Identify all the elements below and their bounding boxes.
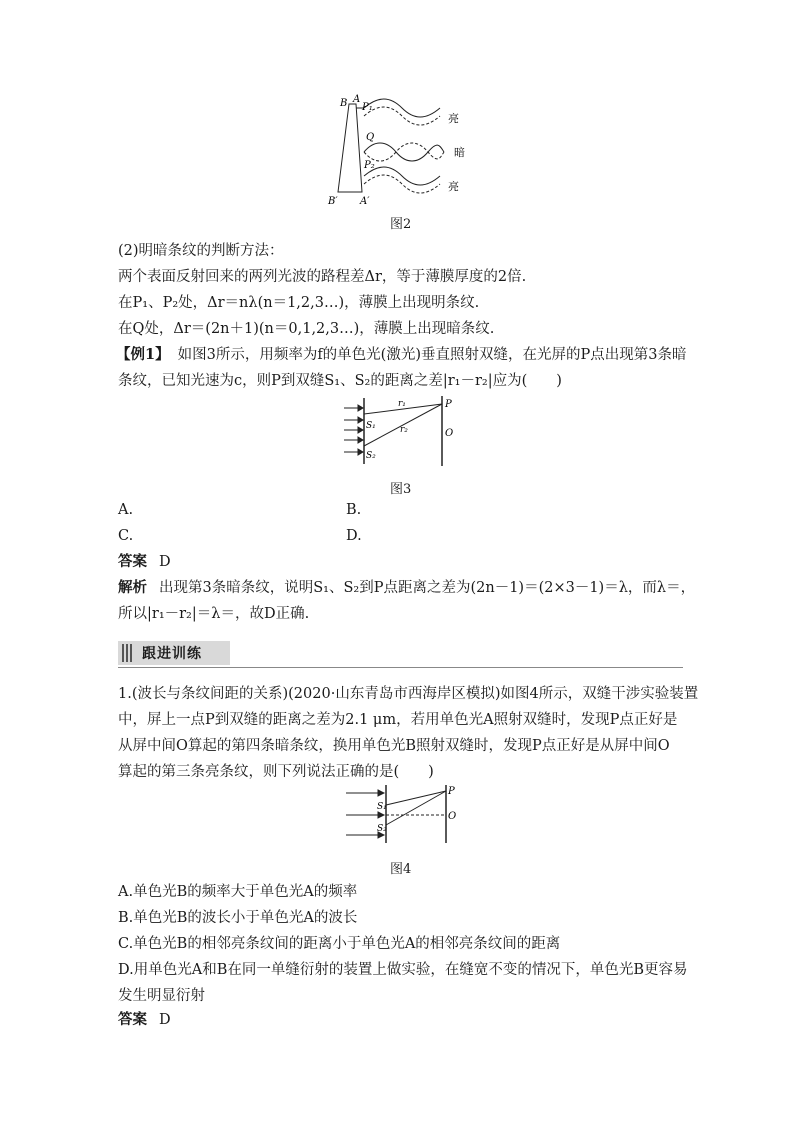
wave-bright-2-dashed	[364, 175, 440, 193]
label-P: P	[445, 399, 452, 410]
section2-line3: 在Q处，Δr＝(2n＋1)(n＝0,1,2,3…)，薄膜上出现暗条纹.	[118, 321, 495, 337]
option-d: D.	[346, 528, 362, 544]
label-Ap: A′	[360, 196, 370, 206]
label-O: O	[448, 811, 457, 822]
section-title: 跟进训练	[142, 646, 202, 662]
q1-option-a: A.单色光B的频率大于单色光A的频率	[118, 884, 358, 900]
section2-line1: 两个表面反射回来的两列光波的路程差Δr，等于薄膜厚度的2倍.	[118, 269, 527, 285]
label-bright-1: 亮	[448, 112, 459, 125]
wave-bright-2-solid	[364, 167, 440, 185]
analysis-text1: 出现第3条暗条纹，说明S₁、S₂到P点距离之差为(2n－1)＝(2×3－1)＝λ，而λ＝，	[159, 580, 696, 596]
q1-option-d-line2: 发生明显衍射	[118, 988, 205, 1004]
wave-dark-solid	[364, 143, 444, 161]
label-Bp: B′	[328, 196, 338, 206]
label-S2: S₂	[377, 824, 387, 834]
wave-dark-dashed	[364, 143, 444, 161]
label-S1: S₁	[366, 421, 376, 431]
q1-line1: 1.(波长与条纹间距的关系)(2020·山东青岛市西海岸区模拟)如图4所示，双缝干涉实验装置	[118, 686, 699, 702]
answer-2-value: D	[159, 1012, 171, 1028]
section-stripes-icon	[122, 644, 134, 662]
analysis-line2: 所以|r₁－r₂|＝λ＝，故D正确.	[118, 606, 310, 622]
section2-line2: 在P₁、P₂处，Δr＝nλ(n＝1,2,3…)，薄膜上出现明条纹.	[118, 295, 480, 311]
label-bright-2: 亮	[448, 180, 459, 193]
q1-line4: 算起的第三条亮条纹，则下列说法正确的是( )	[118, 764, 434, 780]
label-r1: r₁	[398, 399, 406, 409]
label-S2: S₂	[366, 451, 376, 461]
path-s2-p	[386, 791, 446, 825]
example1-tag: 【例1】	[116, 346, 170, 363]
label-r2: r₂	[400, 425, 408, 435]
label-Q: Q	[366, 132, 375, 143]
analysis-label: 解析	[118, 579, 147, 596]
example1-text1: 如图3所示，用频率为f的单色光(激光)垂直照射双缝，在光屏的P点出现第3条暗	[177, 347, 687, 363]
example1-line1	[116, 345, 686, 365]
wedge-film	[338, 104, 362, 192]
answer-2	[118, 1010, 171, 1030]
q1-line2: 中，屏上一点P到双缝的距离之差为2.1 μm，若用单色光A照射双缝时，发现P点正好是	[118, 712, 678, 728]
answer-1-label: 答案	[118, 553, 147, 570]
option-b: B.	[346, 502, 362, 518]
wave-bright-1-dashed	[364, 107, 440, 125]
label-dark: 暗	[454, 146, 465, 159]
path-s1-p	[386, 791, 446, 805]
label-O: O	[445, 428, 454, 439]
figure-3-double-slit-diagram	[342, 394, 460, 468]
analysis-line1	[118, 578, 695, 598]
option-a: A.	[118, 502, 134, 518]
section-divider	[118, 667, 683, 668]
q1-option-d-line1: D.用单色光A和B在同一单缝衍射的装置上做实验，在缝宽不变的情况下，单色光B更容易	[118, 962, 688, 978]
figure-4-caption: 图4	[390, 862, 412, 877]
incident-arrows	[344, 405, 363, 455]
q1-option-c: C.单色光B的相邻亮条纹间的距离小于单色光A的相邻亮条纹间的距离	[118, 936, 561, 952]
label-P2: P₂	[364, 160, 375, 171]
figure-4-double-slit-diagram	[344, 783, 464, 845]
wave-bright-1-solid	[364, 99, 440, 117]
answer-2-label: 答案	[118, 1011, 147, 1028]
label-S1: S₁	[377, 802, 387, 812]
option-c: C.	[118, 528, 134, 544]
label-P1: P₁	[362, 102, 373, 113]
label-B: B	[340, 98, 348, 109]
q1-option-b: B.单色光B的波长小于单色光A的波长	[118, 910, 358, 926]
example1-line2: 条纹，已知光速为c，则P到双缝S₁、S₂的距离之差|r₁－r₂|应为( )	[118, 373, 562, 389]
label-P: P	[448, 786, 455, 797]
figure-2-wedge-film-diagram	[320, 94, 490, 206]
section2-heading: (2)明暗条纹的判断方法：	[118, 243, 284, 259]
answer-1-value: D	[159, 554, 171, 570]
section-title-bar	[118, 641, 230, 665]
answer-1	[118, 552, 171, 572]
figure-3-caption: 图3	[390, 482, 412, 497]
figure-2-caption: 图2	[390, 217, 412, 232]
label-A: A	[353, 94, 361, 105]
q1-line3: 从屏中间O算起的第四条暗条纹，换用单色光B照射双缝时，发现P点正好是从屏中间O	[118, 738, 670, 754]
